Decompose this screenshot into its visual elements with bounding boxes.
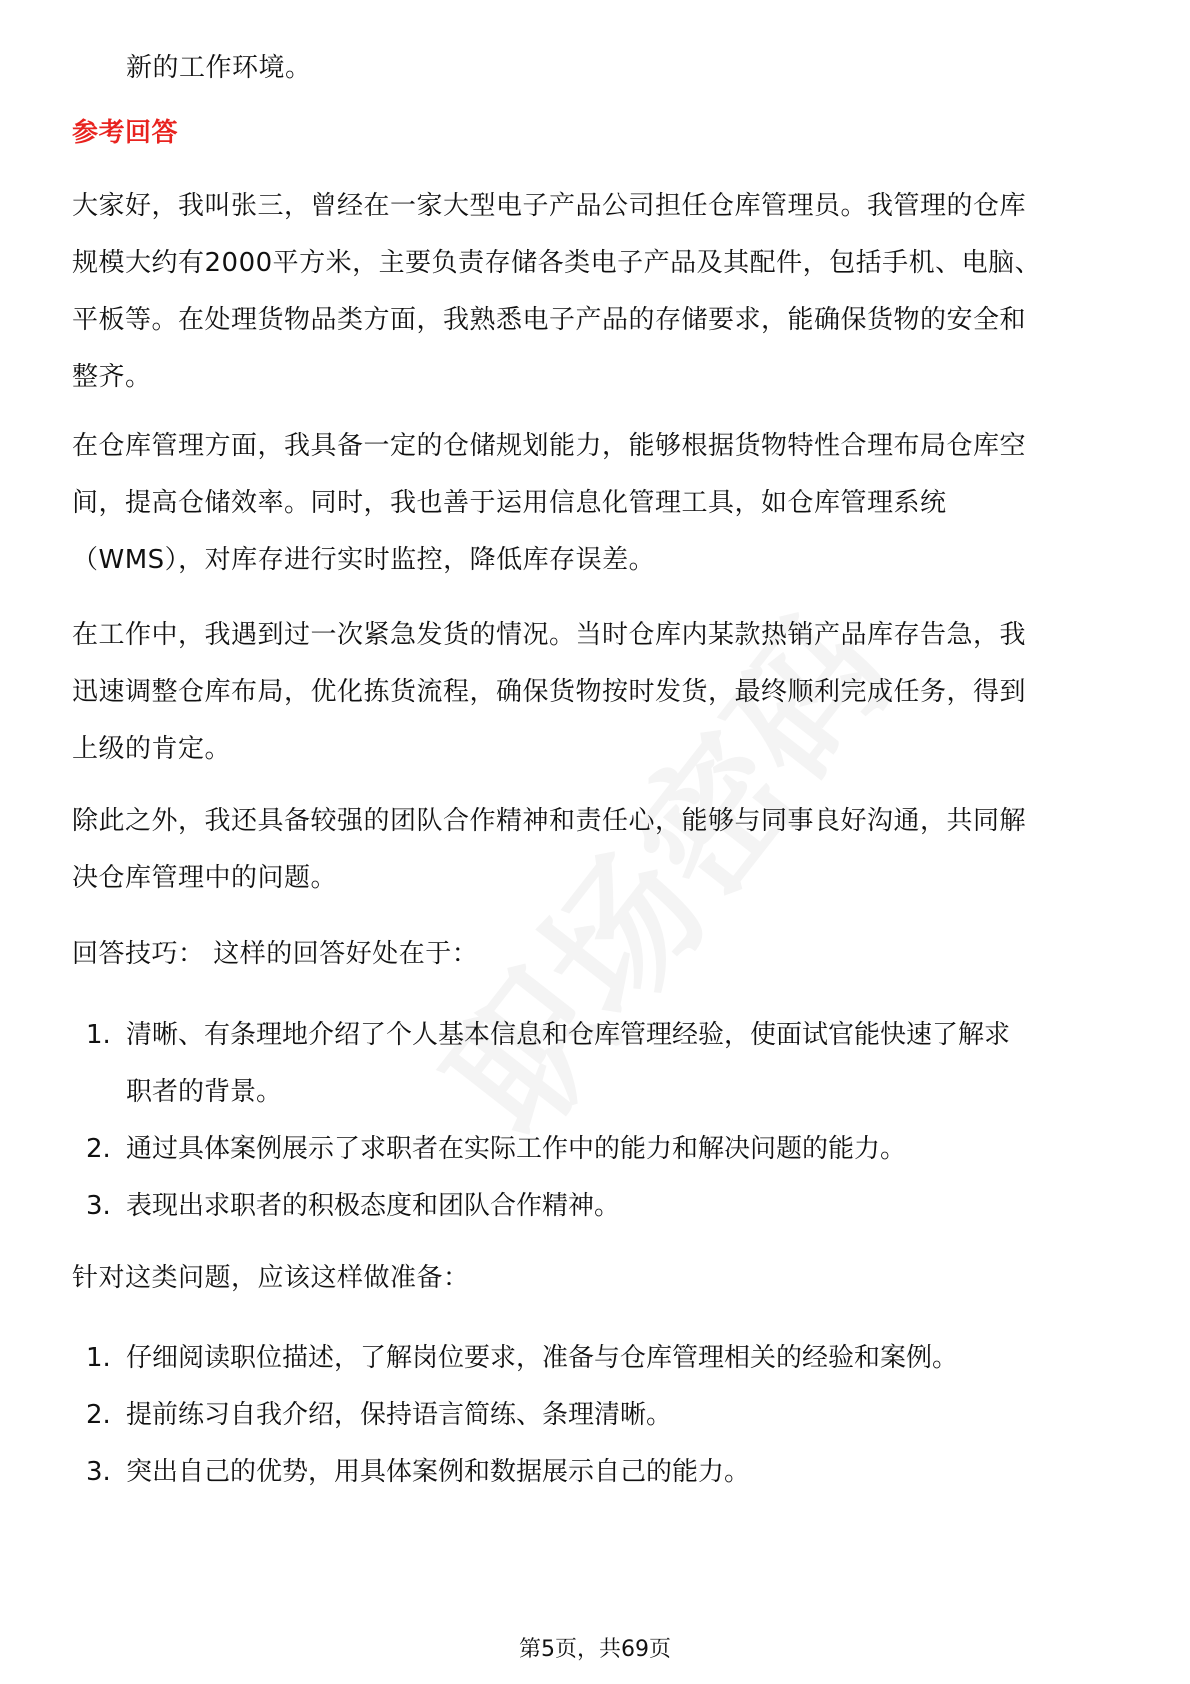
list-number: 1. <box>86 1020 111 1050</box>
tips-list <box>72 1007 1122 1235</box>
list-item-line: 突出自己的优势，用具体案例和数据展示自己的能力。 <box>126 1457 751 1487</box>
list-number: 2. <box>86 1400 111 1430</box>
paragraph-line: 上级的肯定。 <box>72 734 232 764</box>
list-number: 2. <box>86 1134 111 1164</box>
paragraph-line: 决仓库管理中的问题。 <box>72 863 338 893</box>
paragraph-line: 大家好，我叫张三，曾经在一家大型电子产品公司担任仓库管理员。我管理的仓库 <box>72 191 1027 221</box>
paragraph-line: 迅速调整仓库布局，优化拣货流程，确保货物按时发货，最终顺利完成任务，得到 <box>72 677 1027 707</box>
list-item-line: 职者的背景。 <box>126 1077 283 1107</box>
paragraph-2 <box>72 418 1122 589</box>
list-item <box>72 1444 1122 1501</box>
list-item <box>72 1121 1122 1178</box>
list-item-line: 表现出求职者的积极态度和团队合作精神。 <box>126 1191 621 1221</box>
paragraph-line: 在工作中，我遇到过一次紧急发货的情况。当时仓库内某款热销产品库存告急，我 <box>72 620 1027 650</box>
tips-intro: 回答技巧： 这样的回答好处在于： <box>72 939 479 969</box>
page-footer: 第5页，共69页 <box>519 1637 671 1662</box>
paragraph-4 <box>72 793 1122 907</box>
list-item <box>72 1178 1122 1235</box>
paragraph-line: 在仓库管理方面，我具备一定的仓储规划能力，能够根据货物特性合理布局仓库空 <box>72 431 1027 461</box>
paragraph-line: （WMS），对库存进行实时监控，降低库存误差。 <box>72 545 656 575</box>
paragraph-line: 整齐。 <box>72 362 152 392</box>
paragraph-3 <box>72 607 1122 778</box>
list-item-line: 清晰、有条理地介绍了个人基本信息和仓库管理经验，使面试官能快速了解求 <box>126 1020 1011 1050</box>
prep-list <box>72 1330 1122 1501</box>
prep-intro: 针对这类问题，应该这样做准备： <box>72 1263 470 1293</box>
list-number: 3. <box>86 1191 111 1221</box>
list-item-line: 提前练习自我介绍，保持语言简练、条理清晰。 <box>126 1400 673 1430</box>
paragraph-line: 规模大约有2000平方米，主要负责存储各类电子产品及其配件，包括手机、电脑、 <box>72 248 1042 278</box>
list-item <box>72 1387 1122 1444</box>
paragraph-line: 间，提高仓储效率。同时，我也善于运用信息化管理工具，如仓库管理系统 <box>72 488 947 518</box>
list-item-line: 通过具体案例展示了求职者在实际工作中的能力和解决问题的能力。 <box>126 1134 907 1164</box>
list-item-line: 仔细阅读职位描述，了解岗位要求，准备与仓库管理相关的经验和案例。 <box>126 1343 959 1373</box>
list-number: 1. <box>86 1343 111 1373</box>
section-heading: 参考回答 <box>72 118 179 148</box>
list-number: 3. <box>86 1457 111 1487</box>
list-item <box>72 1330 1122 1387</box>
list-item <box>72 1007 1122 1121</box>
continuation-text: 新的工作环境。 <box>126 53 312 83</box>
paragraph-1 <box>72 178 1122 406</box>
paragraph-line: 除此之外，我还具备较强的团队合作精神和责任心，能够与同事良好沟通，共同解 <box>72 806 1027 836</box>
paragraph-line: 平板等。在处理货物品类方面，我熟悉电子产品的存储要求，能确保货物的安全和 <box>72 305 1027 335</box>
